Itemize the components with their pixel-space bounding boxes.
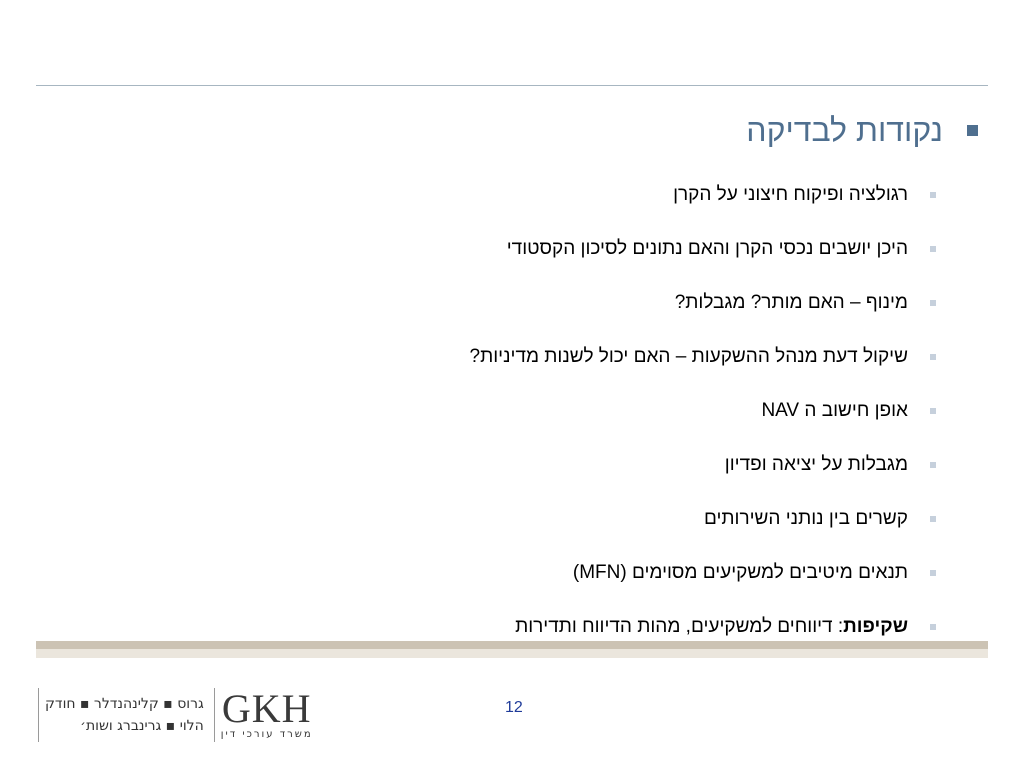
logo-mark <box>214 688 313 742</box>
footer-band-light <box>36 649 988 658</box>
square-bullet-icon <box>930 408 936 414</box>
list-item <box>216 492 936 546</box>
list-item <box>216 222 936 276</box>
firm-logo <box>38 688 313 742</box>
square-bullet-icon <box>930 192 936 198</box>
list-item-text: מגבלות על יציאה ופדיון <box>724 454 908 475</box>
list-item-text: שיקול דעת מנהל ההשקעות – האם יכול לשנות מדיניות? <box>469 346 908 367</box>
list-item <box>216 330 936 384</box>
list-item-text: רגולציה ופיקוח חיצוני על הקרן <box>673 184 908 205</box>
list-item <box>216 168 936 222</box>
list-item <box>216 546 936 600</box>
list-item <box>216 384 936 438</box>
logo-names <box>38 688 214 742</box>
slide-title <box>746 108 978 152</box>
list-item-text: מינוף – האם מותר? מגבלות? <box>674 292 908 313</box>
slide-title-text: נקודות לבדיקה <box>746 112 943 148</box>
bullet-list <box>216 168 936 654</box>
square-bullet-icon <box>930 516 936 522</box>
logo-subtitle: משרד עורכי דין <box>220 729 313 740</box>
list-item-text: קשרים בין נותני השירותים <box>703 508 908 529</box>
list-item-text: אופן חישוב ה NAV <box>761 400 908 421</box>
logo-names-line2: הלוי ▪ גרינברג ושות׳ <box>80 718 204 734</box>
square-bullet-icon <box>930 246 936 252</box>
square-bullet-icon <box>967 125 978 136</box>
list-item <box>216 438 936 492</box>
list-item-text: תנאים מיטיבים למשקיעים מסוימים (MFN) <box>572 562 908 583</box>
square-bullet-icon <box>930 462 936 468</box>
top-divider <box>36 85 988 86</box>
list-item-text: היכן יושבים נכסי הקרן והאם נתונים לסיכון הקסטודי <box>506 238 908 259</box>
page-number: 12 <box>505 699 523 716</box>
square-bullet-icon <box>930 624 936 630</box>
list-item <box>216 276 936 330</box>
list-item-text <box>515 616 908 638</box>
logo-names-line1: גרוס ▪ קלינהנדלר ▪ חודק <box>45 696 204 712</box>
square-bullet-icon <box>930 570 936 576</box>
list-item-bold-text: שקיפות <box>843 616 908 637</box>
square-bullet-icon <box>930 354 936 360</box>
list-item-rest-text: : דיווחים למשקיעים, מהות הדיווח ותדירות <box>515 616 844 637</box>
footer-band-dark <box>36 641 988 649</box>
square-bullet-icon <box>930 300 936 306</box>
logo-letters: GKH <box>221 686 312 731</box>
